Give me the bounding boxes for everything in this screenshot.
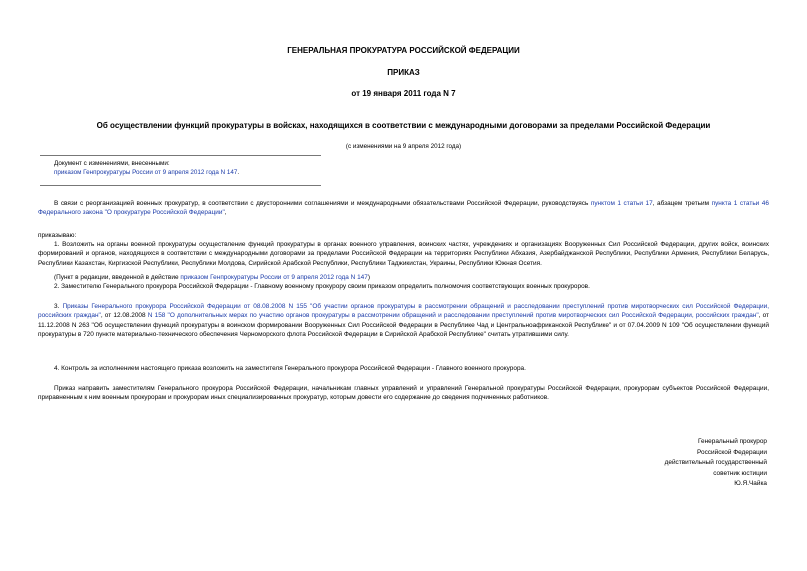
- note-text: ): [367, 274, 370, 281]
- signature-line: действительный государственный: [664, 459, 767, 467]
- signature-line: Генеральный прокурор: [697, 438, 767, 445]
- signature-line: советник юстиции: [713, 469, 767, 477]
- document-title: Об осуществлении функций прокуратуры в войсках, находящихся в соответствии с международными договорами за пределами Российской Федерации: [96, 121, 711, 130]
- signature-block: [665, 437, 767, 490]
- item-3-text: , от 12.08.2008: [100, 312, 148, 320]
- note-text: (Пункт в редакции, введенной в действие: [54, 274, 181, 281]
- organization-name: ГЕНЕРАЛЬНАЯ ПРОКУРАТУРА РОССИЙСКОЙ ФЕДЕРАЦИИ: [287, 46, 520, 55]
- preamble-text: ,: [224, 209, 227, 217]
- item-3-text: , от 11.12.2008 N 263 "Об осуществлении функций прокуратуры в воинском формировании Вооруженных Сил Российской Федерации в Республике Чад и Центральноафриканской Республике" и от 07.04.2009 N 109 "Об осуществлении функций прокуратуры в 720 пункте материально-технического обеспечения Черноморского флота Российской Федерации в Сирийской Арабской Республике" считать утратившими силу.: [38, 312, 770, 338]
- preamble-paragraph: [38, 199, 769, 218]
- edition-note: (с изменениями на 9 апреля 2012 года): [345, 143, 462, 150]
- preamble-text: , абзацем третьим: [652, 200, 712, 207]
- item-1: 1. Возложить на органы военной прокуратуры осуществление функций прокуратуры в органах военного управления, воинских частях, учреждениях и организациях Вооруженных Сил Российской Федерации, других войск, воинских формирований и органов, находящихся в соответствии с международными договорами за пределами Российской Федерации на территориях Республики Абхазия, Азербайджанской Республики, Республики Армения, Республики Беларусь, Республики Казахстан, Киргизской Республики, Республики Молдова, Сирийской Арабской Республики, Республики Таджикистан, Украины, Республики Южная Осетия.: [38, 241, 769, 267]
- signature-name: Ю.Я.Чайка: [734, 480, 767, 488]
- item-3: [38, 302, 769, 339]
- changes-block: [54, 159, 239, 177]
- item-2: 2. Заместителю Генерального прокурора Российской Федерации - Главному военному прокурору своим приказом определить полномочия соответствующих военных прокуроров.: [54, 283, 590, 290]
- note-link[interactable]: приказом Генпрокуратуры России от 9 апреля 2012 года N 147: [180, 274, 368, 281]
- item-4: 4. Контроль за исполнением настоящего приказа возложить на заместителя Генерального прокурора Российской Федерации - Главного военного прокурора.: [54, 365, 526, 372]
- item-3-link-order155[interactable]: Приказы Генерального прокурора Российской Федерации от 08.08.2008 N 155 "Об участии органов прокуратуры в рассмотрении обращений и расследовании преступлений против миротворческих сил Российской Федерации, российских граждан": [38, 303, 769, 320]
- divider-top: [40, 155, 321, 156]
- document-type: ПРИКАЗ: [387, 68, 420, 77]
- order-word: приказываю:: [38, 232, 77, 239]
- document-date-number: от 19 января 2011 года N 7: [351, 89, 456, 98]
- preamble-link-article17[interactable]: пунктом 1 статьи 17: [590, 200, 653, 207]
- item-3-number: 3.: [54, 303, 63, 310]
- preamble-link-article46[interactable]: пункта 1 статьи 46 Федерального закона "О прокуратуре Российской Федерации": [38, 200, 769, 217]
- item-1-note: [38, 273, 769, 282]
- preamble-text: В связи с реорганизацией военных прокуратур, в соответствии с двусторонними соглашениями и международными обязательствами Российской Федерации, руководствуясь: [54, 200, 591, 207]
- item-3-link-order158[interactable]: N 158 "О дополнительных мерах по участию органов прокуратуры в рассмотрении обращений и расследовании преступлений против миротворческих сил Российской Федерации, российских граждан": [147, 312, 759, 320]
- changes-intro: Документ с изменениями, внесенными:: [54, 160, 170, 167]
- changes-link[interactable]: приказом Генпрокуратуры России от 9 апреля 2012 года N 147: [54, 169, 238, 176]
- distribution-paragraph: Приказ направить заместителям Генерального прокурора Российской Федерации, начальникам главных управлений и управлений Генеральной прокуратуры Российской Федерации, прокурорам субъектов Российской Федерации, приравненным к ним военным прокурорам и прокурорам иных специализированных прокуратур, которым довести его содержание до сведения подчиненных работников.: [38, 385, 769, 402]
- signature-line: Российской Федерации: [696, 448, 767, 456]
- changes-entry: [54, 168, 239, 177]
- changes-tail: .: [237, 169, 240, 176]
- divider-bottom: [40, 185, 321, 186]
